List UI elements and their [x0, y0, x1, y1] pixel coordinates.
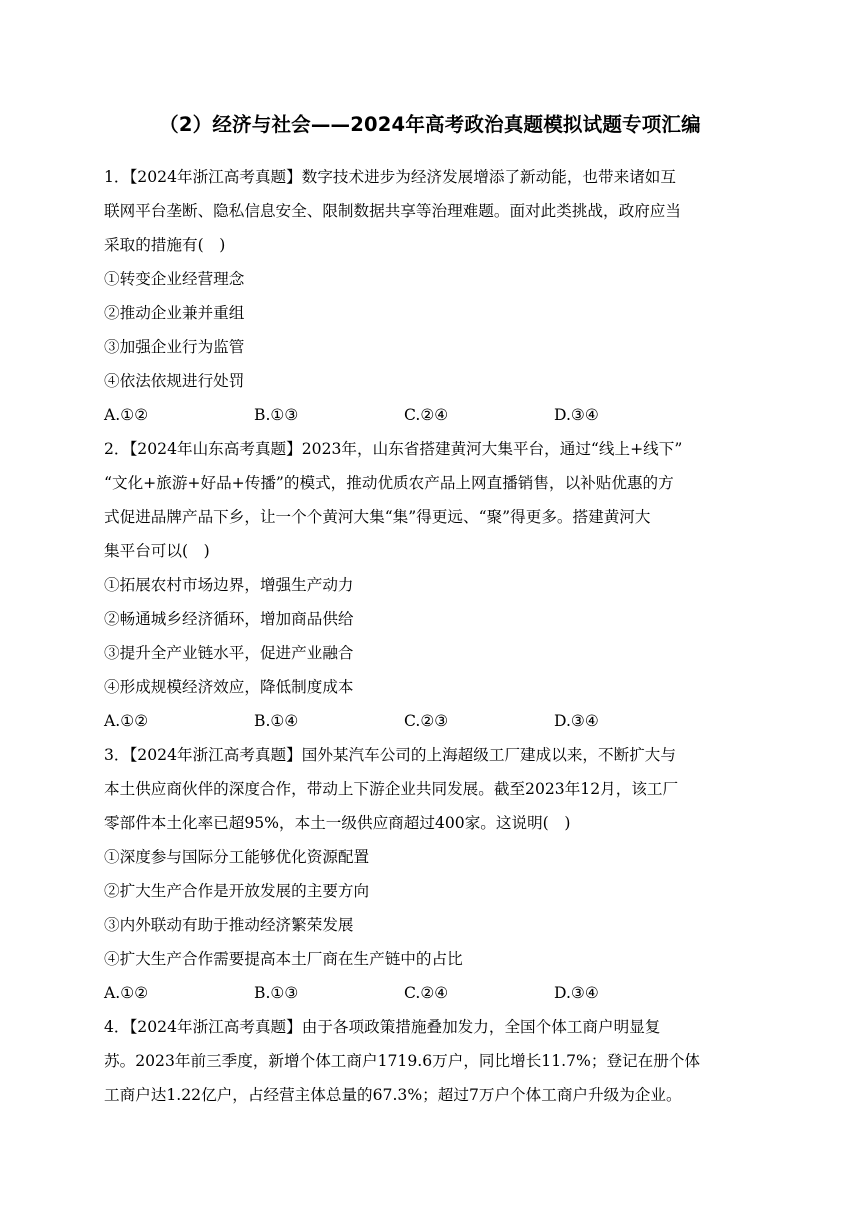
- question-4-line-3: 工商户达1.22亿户，占经营主体总量的67.3%；超过7万户个体工商户升级为企业。: [104, 1086, 682, 1104]
- option-b: B.①③: [254, 984, 299, 1002]
- question-3-line-2: 本土供应商伙伴的深度合作，带动上下游企业共同发展。截至2023年12月，该工厂: [104, 780, 679, 798]
- question-2-item-1: ①拓展农村市场边界，增强生产动力: [104, 576, 354, 594]
- question-3-item-4: ④扩大生产合作需要提高本土厂商在生产链中的占比: [104, 950, 463, 968]
- option-d: D.③④: [554, 712, 599, 730]
- option-d: D.③④: [554, 406, 599, 424]
- question-1-item-2: ②推动企业兼并重组: [104, 304, 245, 322]
- option-d: D.③④: [554, 984, 599, 1002]
- question-2-item-2: ②畅通城乡经济循环，增加商品供给: [104, 610, 354, 628]
- question-2-line-3: 式促进品牌产品下乡，让一个个黄河大集“集”得更远、“聚”得更多。搭建黄河大: [104, 508, 651, 526]
- option-a: A.①②: [104, 984, 149, 1002]
- question-3-options: [104, 983, 764, 1003]
- question-2-options: [104, 711, 764, 731]
- question-3-item-1: ①深度参与国际分工能够优化资源配置: [104, 848, 370, 866]
- question-2-item-4: ④形成规模经济效应，降低制度成本: [104, 678, 354, 696]
- option-c: C.②④: [404, 984, 449, 1002]
- question-2-line-1: 2．【2024年山东高考真题】2023年，山东省搭建黄河大集平台，通过“线上+线下”: [104, 440, 683, 458]
- question-4-line-1: 4．【2024年浙江高考真题】由于各项政策措施叠加发力，全国个体工商户明显复: [104, 1018, 661, 1036]
- option-a: A.①②: [104, 406, 149, 424]
- option-a: A.①②: [104, 712, 149, 730]
- question-2-line-2: “文化+旅游+好品+传播”的模式，推动优质农产品上网直播销售，以补贴优惠的方: [104, 474, 674, 492]
- question-1-item-3: ③加强企业行为监管: [104, 338, 245, 356]
- question-3-item-2: ②扩大生产合作是开放发展的主要方向: [104, 882, 370, 900]
- option-b: B.①④: [254, 712, 299, 730]
- question-4-line-2: 苏。2023年前三季度，新增个体工商户1719.6万户，同比增长11.7%；登记在册个体: [104, 1052, 701, 1070]
- question-1-item-4: ④依法依规进行处罚: [104, 372, 245, 390]
- question-1-line-1: 1．【2024年浙江高考真题】数字技术进步为经济发展增添了新动能，也带来诸如互: [104, 168, 676, 186]
- option-c: C.②③: [404, 712, 449, 730]
- question-1-line-2: 联网平台垄断、隐私信息安全、限制数据共享等治理难题。面对此类挑战，政府应当: [104, 202, 681, 220]
- question-3-item-3: ③内外联动有助于推动经济繁荣发展: [104, 916, 354, 934]
- question-3-line-3: 零部件本土化率已超95%，本土一级供应商超过400家。这说明( ): [104, 814, 571, 832]
- option-c: C.②④: [404, 406, 449, 424]
- question-1-item-1: ①转变企业经营理念: [104, 270, 245, 288]
- page-title: （2）经济与社会——2024年高考政治真题模拟试题专项汇编: [159, 113, 701, 136]
- question-1-line-3: 采取的措施有( ): [104, 236, 226, 254]
- option-b: B.①③: [254, 406, 299, 424]
- question-3-line-1: 3．【2024年浙江高考真题】国外某汽车公司的上海超级工厂建成以来，不断扩大与: [104, 746, 676, 764]
- question-1-options: [104, 405, 764, 425]
- question-2-item-3: ③提升全产业链水平，促进产业融合: [104, 644, 354, 662]
- question-2-line-4: 集平台可以( ): [104, 542, 210, 560]
